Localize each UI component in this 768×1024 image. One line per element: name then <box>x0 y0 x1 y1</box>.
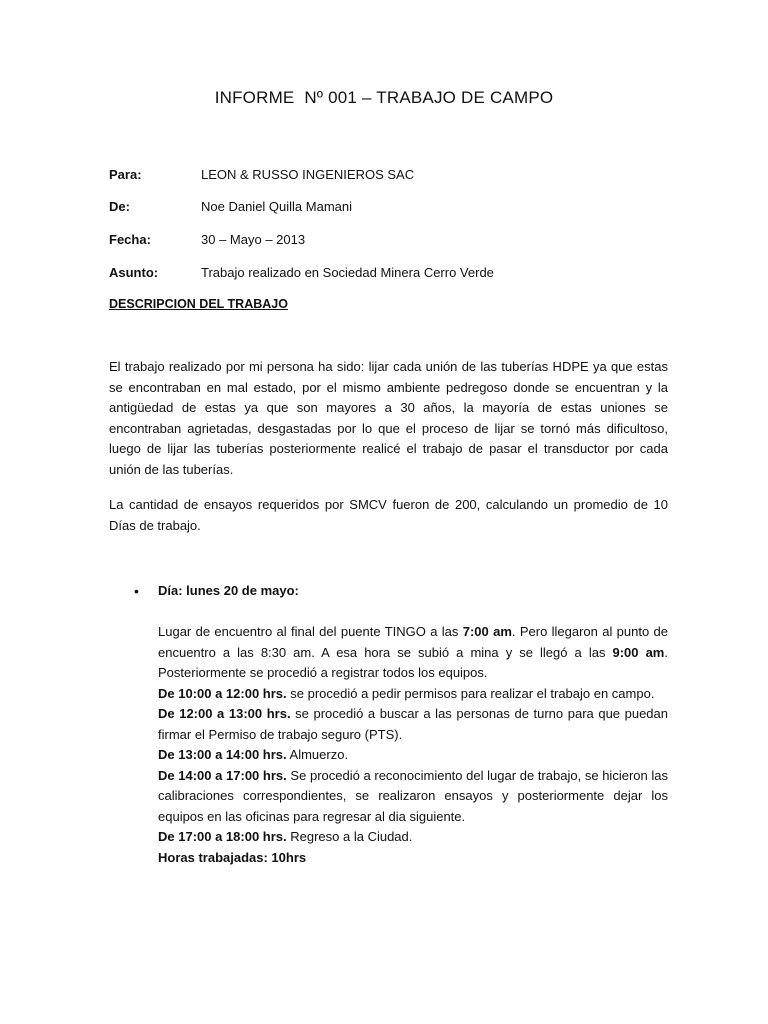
day-intro-time-2: 9:00 am <box>612 644 665 660</box>
meta-label-de: De: <box>109 199 130 214</box>
day-intro-text-2: . Pero llegaron al punto de encuentro a las 8:30 am. A esa hora se subió a mina y se llegó a las <box>158 624 668 660</box>
day-intro-text-3: . Posteriormente se procedió a registrar todos los equipos. <box>158 644 668 680</box>
schedule-entry-time: De 10:00 a 12:00 hrs. <box>158 685 287 701</box>
schedule-entry-time: De 17:00 a 18:00 hrs. <box>158 829 287 844</box>
meta-label-para: Para: <box>109 167 142 182</box>
schedule-entry <box>158 745 668 766</box>
report-title: INFORME Nº 001 – TRABAJO DE CAMPO <box>214 88 554 107</box>
schedule-entry-time: De 12:00 a 13:00 hrs. <box>158 706 291 721</box>
schedule-entry <box>158 704 668 745</box>
day-intro-text-1: Lugar de encuentro al final del puente TINGO a las <box>158 624 463 639</box>
meta-value-fecha: 30 – Mayo – 2013 <box>201 232 306 247</box>
bullet-icon: • <box>134 583 139 599</box>
hours-worked <box>158 848 668 869</box>
section-heading: DESCRIPCION DEL TRABAJO <box>109 297 288 311</box>
meta-row-fecha <box>109 230 669 250</box>
day-details <box>158 622 668 868</box>
description-paragraph-2: La cantidad de ensayos requeridos por SMCV fueron de 200, calculando un promedio de 10 Días de trabajo. <box>109 497 668 533</box>
meta-value-de: Noe Daniel Quilla Mamani <box>201 199 353 214</box>
schedule-entry-time: De 13:00 a 14:00 hrs. <box>158 747 287 762</box>
schedule-entry-text: se procedió a pedir permisos para realizar el trabajo en campo. <box>286 685 655 701</box>
schedule-entry <box>158 684 668 705</box>
schedule-entry-text: se procedió a buscar a las personas de turno para que puedan firmar el Permiso de trabajo seguro (PTS). <box>158 706 668 742</box>
meta-row-para <box>109 165 669 185</box>
schedule-entry-time: De 14:00 a 17:00 hrs. <box>158 767 287 783</box>
schedule-entry <box>158 827 668 848</box>
hours-worked-text: Horas trabajadas: 10hrs <box>158 849 307 865</box>
schedule-entry-text: Almuerzo. <box>286 747 349 762</box>
schedule-entry-text: Regreso a la Ciudad. <box>286 829 413 844</box>
meta-value-asunto: Trabajo realizado en Sociedad Minera Cerro Verde <box>201 265 494 280</box>
schedule-entry-text: Se procedió a reconocimiento del lugar de trabajo, se hicieron las calibraciones correspondientes, se realizaron ensayos y posteriormente dejar los equipos en las oficinas para regresar al dia siguiente. <box>158 767 668 824</box>
meta-row-de <box>109 197 669 217</box>
meta-row-asunto <box>109 263 669 283</box>
meta-label-asunto: Asunto: <box>109 265 159 280</box>
schedule-entry <box>158 766 668 828</box>
meta-label-fecha: Fecha: <box>109 232 151 247</box>
day-intro-time-1: 7:00 am <box>462 624 512 639</box>
day-heading: Día: lunes 20 de mayo: <box>158 583 299 598</box>
description-paragraph-1: El trabajo realizado por mi persona ha sido: lijar cada unión de las tuberías HDPE ya que estas se encontraban en mal estado, por el mismo ambiente pedregoso donde se encuentran y la antigüedad de estas ya que son mayores a 30 años, la mayoría de estas uniones se encontraban agrietadas, desgastadas por lo que el proceso de lijar se tornó más dificultoso, luego de lijar las tuberías posteriormente realicé el trabajo de pasar el transductor por cada unión de las tuberías. <box>109 359 668 477</box>
meta-value-para: LEON & RUSSO INGENIEROS SAC <box>201 167 415 182</box>
day-intro <box>158 622 668 684</box>
